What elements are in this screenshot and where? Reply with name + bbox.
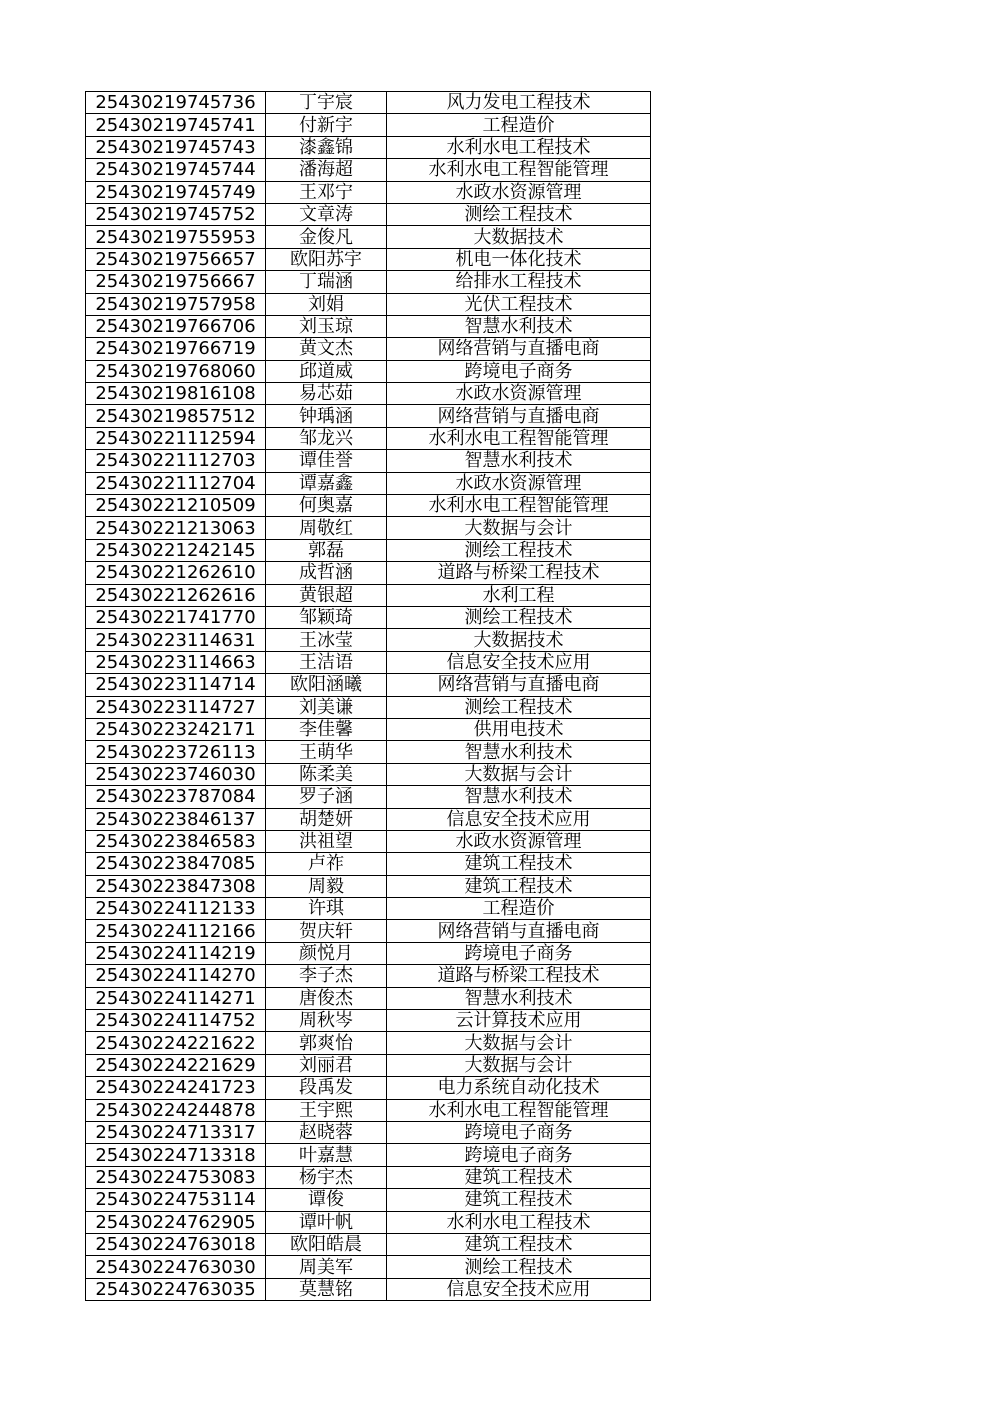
student-name-cell: 郭爽怡 [266, 1032, 387, 1054]
student-name-cell: 刘娟 [266, 293, 387, 315]
table-row [86, 1032, 651, 1054]
major-cell: 水利水电工程技术 [387, 1211, 651, 1233]
student-id-cell: 25430224713317 [86, 1121, 266, 1143]
table-row [86, 696, 651, 718]
student-id-cell: 25430224221622 [86, 1032, 266, 1054]
table-row [86, 830, 651, 852]
student-name-cell: 周毅 [266, 875, 387, 897]
student-name-cell: 黄文杰 [266, 338, 387, 360]
student-name-cell: 谭叶帆 [266, 1211, 387, 1233]
student-name-cell: 周秋岑 [266, 1010, 387, 1032]
student-id-cell: 25430223847085 [86, 853, 266, 875]
student-name-cell: 欧阳涵曦 [266, 674, 387, 696]
major-cell: 道路与桥梁工程技术 [387, 562, 651, 584]
student-id-cell: 25430219745741 [86, 114, 266, 136]
student-id-cell: 25430219745752 [86, 203, 266, 225]
student-id-cell: 25430219755953 [86, 226, 266, 248]
table-row [86, 584, 651, 606]
table-row [86, 853, 651, 875]
table-row [86, 1144, 651, 1166]
table-row [86, 226, 651, 248]
major-cell: 智慧水利技术 [387, 786, 651, 808]
table-row [86, 651, 651, 673]
student-id-cell: 25430223114663 [86, 651, 266, 673]
student-id-cell: 25430221741770 [86, 606, 266, 628]
major-cell: 给排水工程技术 [387, 271, 651, 293]
table-row [86, 1121, 651, 1143]
table-row [86, 248, 651, 270]
student-id-cell: 25430223846583 [86, 830, 266, 852]
student-name-cell: 刘美谦 [266, 696, 387, 718]
student-name-cell: 罗子涵 [266, 786, 387, 808]
major-cell: 信息安全技术应用 [387, 808, 651, 830]
student-id-cell: 25430221242145 [86, 539, 266, 561]
student-id-cell: 25430221262610 [86, 562, 266, 584]
student-name-cell: 漆鑫锦 [266, 136, 387, 158]
student-name-cell: 贺庆轩 [266, 920, 387, 942]
major-cell: 光伏工程技术 [387, 293, 651, 315]
student-id-cell: 25430221262616 [86, 584, 266, 606]
table-row [86, 383, 651, 405]
student-id-cell: 25430224763030 [86, 1256, 266, 1278]
table-row [86, 741, 651, 763]
major-cell: 网络营销与直播电商 [387, 405, 651, 427]
major-cell: 建筑工程技术 [387, 1233, 651, 1255]
table-row [86, 718, 651, 740]
student-id-cell: 25430224244878 [86, 1099, 266, 1121]
student-id-cell: 25430224114271 [86, 987, 266, 1009]
student-name-cell: 杨宇杰 [266, 1166, 387, 1188]
major-cell: 水利水电工程智能管理 [387, 159, 651, 181]
table-row [86, 875, 651, 897]
student-id-cell: 25430224114752 [86, 1010, 266, 1032]
student-name-cell: 欧阳皓晨 [266, 1233, 387, 1255]
student-name-cell: 王宇熙 [266, 1099, 387, 1121]
student-name-cell: 叶嘉慧 [266, 1144, 387, 1166]
table-row [86, 472, 651, 494]
major-cell: 水利水电工程智能管理 [387, 427, 651, 449]
table-row [86, 1278, 651, 1300]
major-cell: 建筑工程技术 [387, 875, 651, 897]
student-id-cell: 25430224221629 [86, 1054, 266, 1076]
student-name-cell: 胡楚妍 [266, 808, 387, 830]
student-name-cell: 王洁语 [266, 651, 387, 673]
table-row [86, 674, 651, 696]
student-name-cell: 王萌华 [266, 741, 387, 763]
student-id-cell: 25430224763018 [86, 1233, 266, 1255]
table-row [86, 920, 651, 942]
student-id-cell: 25430224241723 [86, 1077, 266, 1099]
table-row [86, 517, 651, 539]
table-row [86, 315, 651, 337]
student-id-cell: 25430223726113 [86, 741, 266, 763]
student-id-cell: 25430221210509 [86, 495, 266, 517]
table-row [86, 606, 651, 628]
major-cell: 跨境电子商务 [387, 942, 651, 964]
student-id-cell: 25430219766706 [86, 315, 266, 337]
major-cell: 网络营销与直播电商 [387, 674, 651, 696]
student-name-cell: 周敬红 [266, 517, 387, 539]
student-name-cell: 成哲涵 [266, 562, 387, 584]
student-name-cell: 金俊凡 [266, 226, 387, 248]
table-row [86, 808, 651, 830]
student-id-cell: 25430224753114 [86, 1189, 266, 1211]
table-row [86, 1166, 651, 1188]
table-row [86, 338, 651, 360]
major-cell: 大数据与会计 [387, 1054, 651, 1076]
student-id-cell: 25430219768060 [86, 360, 266, 382]
student-name-cell: 邹龙兴 [266, 427, 387, 449]
major-cell: 测绘工程技术 [387, 203, 651, 225]
table-row [86, 450, 651, 472]
table-row [86, 898, 651, 920]
major-cell: 网络营销与直播电商 [387, 920, 651, 942]
major-cell: 工程造价 [387, 898, 651, 920]
student-name-cell: 周美军 [266, 1256, 387, 1278]
student-name-cell: 丁瑞涵 [266, 271, 387, 293]
student-id-cell: 25430219745736 [86, 92, 266, 114]
student-id-cell: 25430219766719 [86, 338, 266, 360]
student-name-cell: 陈柔美 [266, 763, 387, 785]
student-id-cell: 25430221112703 [86, 450, 266, 472]
table-row [86, 114, 651, 136]
major-cell: 大数据与会计 [387, 517, 651, 539]
table-row [86, 629, 651, 651]
table-body [86, 92, 651, 1301]
student-name-cell: 邱道威 [266, 360, 387, 382]
student-name-cell: 何奥嘉 [266, 495, 387, 517]
table-row [86, 562, 651, 584]
major-cell: 工程造价 [387, 114, 651, 136]
major-cell: 机电一体化技术 [387, 248, 651, 270]
major-cell: 水利水电工程智能管理 [387, 1099, 651, 1121]
table-row [86, 427, 651, 449]
student-name-cell: 谭俊 [266, 1189, 387, 1211]
student-name-cell: 唐俊杰 [266, 987, 387, 1009]
major-cell: 跨境电子商务 [387, 1121, 651, 1143]
student-name-cell: 邹颖琦 [266, 606, 387, 628]
student-name-cell: 王邓宁 [266, 181, 387, 203]
major-cell: 智慧水利技术 [387, 741, 651, 763]
student-id-cell: 25430219745743 [86, 136, 266, 158]
major-cell: 测绘工程技术 [387, 606, 651, 628]
major-cell: 大数据技术 [387, 629, 651, 651]
major-cell: 水政水资源管理 [387, 181, 651, 203]
table-row [86, 405, 651, 427]
major-cell: 水利工程 [387, 584, 651, 606]
table-row [86, 1099, 651, 1121]
student-name-cell: 李佳馨 [266, 718, 387, 740]
student-id-cell: 25430223114727 [86, 696, 266, 718]
major-cell: 水利水电工程智能管理 [387, 495, 651, 517]
major-cell: 智慧水利技术 [387, 315, 651, 337]
student-id-cell: 25430223846137 [86, 808, 266, 830]
student-id-cell: 25430219816108 [86, 383, 266, 405]
major-cell: 信息安全技术应用 [387, 1278, 651, 1300]
student-name-cell: 潘海超 [266, 159, 387, 181]
major-cell: 测绘工程技术 [387, 696, 651, 718]
student-id-cell: 25430224112166 [86, 920, 266, 942]
student-id-cell: 25430223787084 [86, 786, 266, 808]
student-name-cell: 付新宇 [266, 114, 387, 136]
major-cell: 水利水电工程技术 [387, 136, 651, 158]
student-id-cell: 25430219745749 [86, 181, 266, 203]
major-cell: 建筑工程技术 [387, 1189, 651, 1211]
student-name-cell: 莫慧铭 [266, 1278, 387, 1300]
table-row [86, 271, 651, 293]
table-row [86, 965, 651, 987]
major-cell: 建筑工程技术 [387, 853, 651, 875]
table-row [86, 181, 651, 203]
major-cell: 建筑工程技术 [387, 1166, 651, 1188]
major-cell: 信息安全技术应用 [387, 651, 651, 673]
table-row [86, 1189, 651, 1211]
student-name-cell: 谭嘉鑫 [266, 472, 387, 494]
student-id-cell: 25430224114270 [86, 965, 266, 987]
table-row [86, 136, 651, 158]
major-cell: 测绘工程技术 [387, 539, 651, 561]
major-cell: 智慧水利技术 [387, 450, 651, 472]
student-name-cell: 易芯茹 [266, 383, 387, 405]
table-row [86, 987, 651, 1009]
student-name-cell: 李子杰 [266, 965, 387, 987]
major-cell: 智慧水利技术 [387, 987, 651, 1009]
student-id-cell: 25430223746030 [86, 763, 266, 785]
table-row [86, 539, 651, 561]
table-row [86, 495, 651, 517]
major-cell: 电力系统自动化技术 [387, 1077, 651, 1099]
major-cell: 道路与桥梁工程技术 [387, 965, 651, 987]
table-row [86, 92, 651, 114]
student-id-cell: 25430221112704 [86, 472, 266, 494]
table-row [86, 1233, 651, 1255]
major-cell: 大数据与会计 [387, 1032, 651, 1054]
student-name-cell: 黄银超 [266, 584, 387, 606]
major-cell: 供用电技术 [387, 718, 651, 740]
student-id-cell: 25430221112594 [86, 427, 266, 449]
student-name-cell: 颜悦月 [266, 942, 387, 964]
student-id-cell: 25430223114631 [86, 629, 266, 651]
student-name-cell: 王冰莹 [266, 629, 387, 651]
student-name-cell: 欧阳苏宇 [266, 248, 387, 270]
table-row [86, 203, 651, 225]
table-row [86, 360, 651, 382]
student-id-cell: 25430224713318 [86, 1144, 266, 1166]
table-row [86, 763, 651, 785]
student-name-cell: 丁宇宸 [266, 92, 387, 114]
major-cell: 水政水资源管理 [387, 472, 651, 494]
student-id-cell: 25430219756667 [86, 271, 266, 293]
major-cell: 水政水资源管理 [387, 830, 651, 852]
student-name-cell: 洪祖望 [266, 830, 387, 852]
student-name-cell: 赵晓蓉 [266, 1121, 387, 1143]
table-row [86, 1211, 651, 1233]
major-cell: 风力发电工程技术 [387, 92, 651, 114]
student-name-cell: 郭磊 [266, 539, 387, 561]
table-row [86, 1077, 651, 1099]
table-row [86, 1054, 651, 1076]
student-id-cell: 25430223847308 [86, 875, 266, 897]
table-row [86, 786, 651, 808]
student-name-cell: 文章涛 [266, 203, 387, 225]
table-row [86, 942, 651, 964]
student-id-cell: 25430219756657 [86, 248, 266, 270]
student-name-cell: 许琪 [266, 898, 387, 920]
table-row [86, 1256, 651, 1278]
table-row [86, 293, 651, 315]
student-id-cell: 25430224762905 [86, 1211, 266, 1233]
major-cell: 水政水资源管理 [387, 383, 651, 405]
student-id-cell: 25430224114219 [86, 942, 266, 964]
major-cell: 大数据与会计 [387, 763, 651, 785]
major-cell: 测绘工程技术 [387, 1256, 651, 1278]
student-id-cell: 25430223114714 [86, 674, 266, 696]
student-table [85, 91, 651, 1301]
major-cell: 跨境电子商务 [387, 360, 651, 382]
major-cell: 跨境电子商务 [387, 1144, 651, 1166]
student-name-cell: 刘玉琼 [266, 315, 387, 337]
student-id-cell: 25430219757958 [86, 293, 266, 315]
student-id-cell: 25430219745744 [86, 159, 266, 181]
student-id-cell: 25430224763035 [86, 1278, 266, 1300]
major-cell: 网络营销与直播电商 [387, 338, 651, 360]
student-id-cell: 25430224112133 [86, 898, 266, 920]
student-name-cell: 钟瑀涵 [266, 405, 387, 427]
student-name-cell: 谭佳誉 [266, 450, 387, 472]
major-cell: 云计算技术应用 [387, 1010, 651, 1032]
table-row [86, 1010, 651, 1032]
student-id-cell: 25430221213063 [86, 517, 266, 539]
student-id-cell: 25430223242171 [86, 718, 266, 740]
student-name-cell: 卢祚 [266, 853, 387, 875]
table-row [86, 159, 651, 181]
student-id-cell: 25430224753083 [86, 1166, 266, 1188]
student-name-cell: 刘丽君 [266, 1054, 387, 1076]
major-cell: 大数据技术 [387, 226, 651, 248]
student-name-cell: 段禹发 [266, 1077, 387, 1099]
student-id-cell: 25430219857512 [86, 405, 266, 427]
